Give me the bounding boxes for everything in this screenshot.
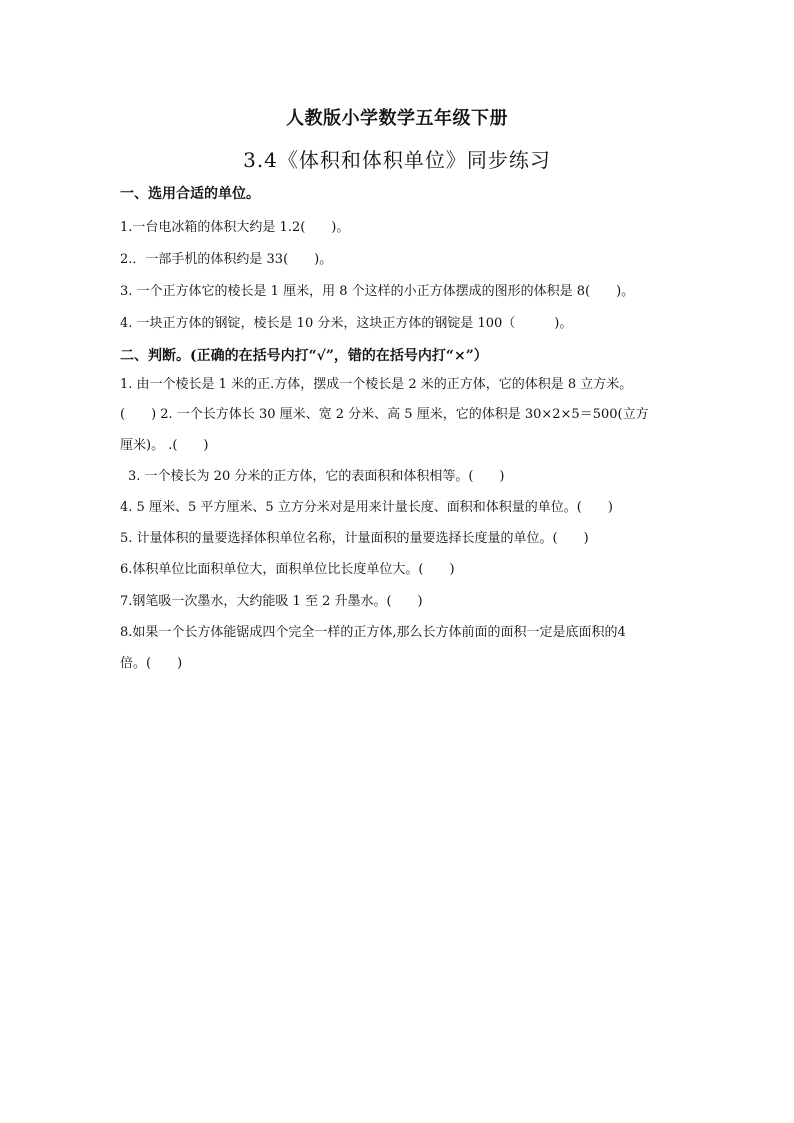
section1-item-1: 1.一台电冰箱的体积大约是 1.2( )。 xyxy=(120,220,350,235)
section1-item-4: 4. 一块正方体的钢锭，棱长是 10 分米，这块正方体的钢锭是 100（ )。 xyxy=(120,316,573,331)
document-title: 人教版小学数学五年级下册 xyxy=(286,108,508,129)
section2-line-8: 7.钢笔吸一次墨水，大约能吸 1 至 2 升墨水。( ) xyxy=(120,594,423,609)
section1-item-2: 2.．一部手机的体积约是 33( )。 xyxy=(120,252,333,267)
section2-line-6: 5. 计量体积的量要选择体积单位名称，计量面积的量要选择长度量的单位。( ) xyxy=(120,531,589,546)
section2-line-4: 3. 一个棱长为 20 分米的正方体，它的表面积和体积相等。( ) xyxy=(128,469,505,484)
section2-heading: 二、判断。(正确的在括号内打“√”，错的在括号内打“×”） xyxy=(120,348,488,364)
section1-heading: 一、选用合适的单位。 xyxy=(120,186,260,202)
section2-line-2: ( ) 2. 一个长方体长 30 厘米、宽 2 分米、高 5 厘米，它的体积是 30×2×5＝500(立方 xyxy=(120,407,649,422)
section2-line-3: 厘米)。 .( ) xyxy=(120,438,209,453)
section2-line-10: 倍。( ) xyxy=(120,656,183,671)
document-subtitle: 3.4《体积和体积单位》同步练习 xyxy=(243,148,551,172)
section2-line-9: 8.如果一个长方体能锯成四个完全一样的正方体,那么长方体前面的面积一定是底面积的4 xyxy=(120,625,626,640)
section2-line-7: 6.体积单位比面积单位大，面积单位比长度单位大。( ) xyxy=(120,562,455,577)
section2-line-1: 1. 由一个棱长是 1 米的正.方体，摆成一个棱长是 2 米的正方体，它的体积是 8 立方米。 xyxy=(120,377,633,392)
section2-line-5: 4. 5 厘米、5 平方厘米、5 立方分米对是用来计量长度、面积和体积量的单位。( ) xyxy=(120,500,613,515)
section1-item-3: 3. 一个正方体它的棱长是 1 厘米，用 8 个这样的小正方体摆成的图形的体积是 8( )。 xyxy=(120,284,635,299)
